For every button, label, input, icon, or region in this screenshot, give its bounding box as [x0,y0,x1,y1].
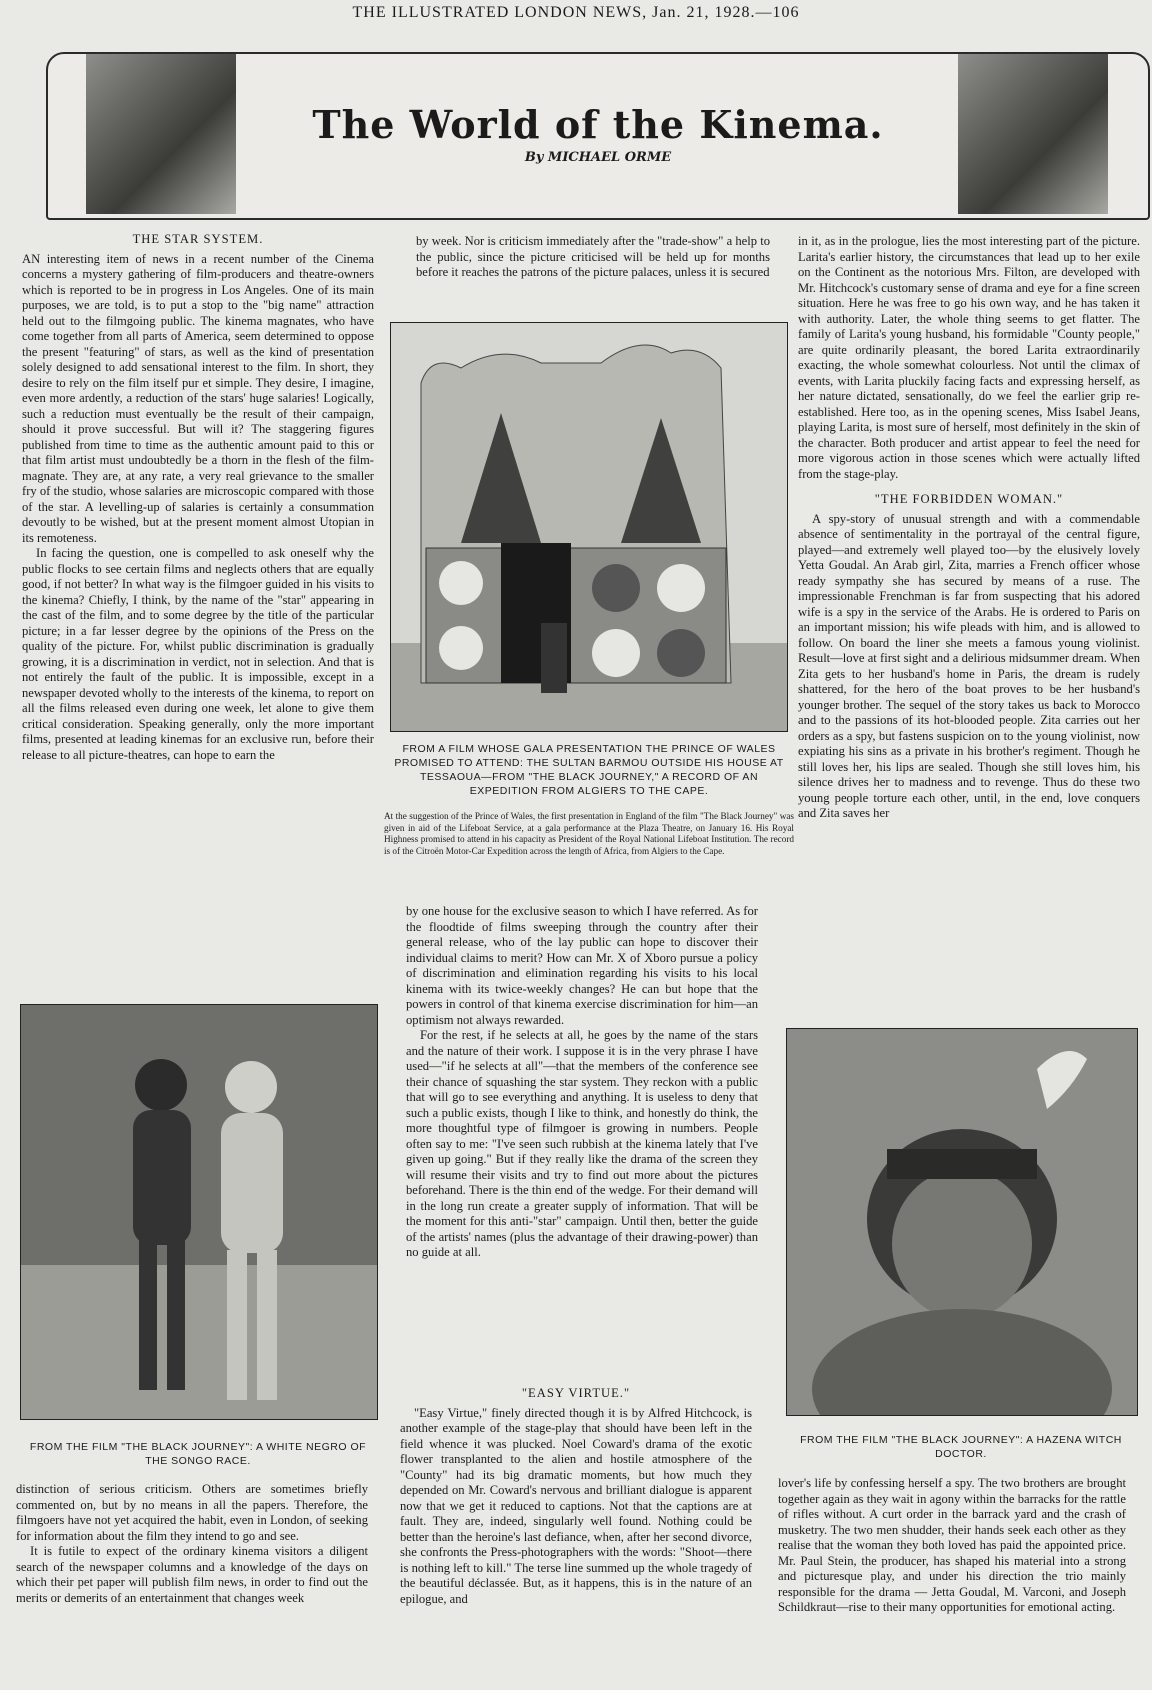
paragraph: in it, as in the prologue, lies the most interesting part of the picture. Larita's earlier history, the circumstances that lead up to her exile on the Continent as the notorious Mrs. Filton, are developed with Mr. Hitchcock's customary sense of drama and eye for a fine screen situation. Here he was free to go his own way, and he has taken it with authority. Later, the whole thing seems to get flatter. The family of Larita's young husband, his formidable "County people," are quite ordinarily pleasant, the bored Larita extraordinarily exacting, the whole somewhat colourless. Not until the climax of events, with Larita pluckily facing facts and expressing herself, as her nature dictated, sensationally, do we feel the earlier grip re-established. Here too, as in the opening scenes, Miss Isabel Jeans, playing Larita, is most sure of herself, most definitely in the skin of the character. Both producer and artist appear to feel the need for more vigorous action in those scenes which were actually lifted from the stage-play. [798,234,1140,481]
photo-white-negro [20,1004,378,1420]
paragraph: lover's life by confessing herself a spy. The two brothers are brought together again as they wait in agony within the barracks for the rattle of rifles without. A curt order in the barrack yard and the crash of musketry. The two men shudder, their hands seek each other as they realise that the woman they both loved has paid the appointed price. Mr. Paul Stein, the producer, has shaped his material into a strong and picturesque play, and under his direction the trio mainly responsible for the drama — Jetta Goudal, M. Varconi, and Joseph Schildkraut—rise to their many opportunities for emotional acting. [778,1476,1126,1614]
photo-witch-doctor [786,1028,1138,1416]
paragraph: AN interesting item of news in a recent number of the Cinema concerns a mystery gathering of film-producers and theatre-owners which is reported to be in progress in Los Angeles. One of its main purposes, we are told, is to put a stop to the "big name" attraction held out to the filmgoing public. The kinema magnates, who have come together from all parts of America, seem determined to oppose the present "featuring" of stars, as well as the kind of presentation solely designed to add sensational interest to the film. In short, they desire to rely on the film itself pur et simple. They desire, I imagine, even more ardently, a reduction of the stars' huge salaries! Logically, such a reduction must eventually be the result of their campaign, should it prove successful. But will it? The staggering figures published from time to time as the authentic amount paid to this or that film artist must undoubtedly be a thorn in the flesh of the film-magnate. They are, at any rate, a very real grievance to the smaller fry of the studio, whose salaries are microscopic compared with those of the star. A levelling-up of salaries is certainly a consummation devoutly to be wished, but at the present moment almost Utopian in its remoteness. [22,251,374,545]
paragraph: distinction of serious criticism. Others are sometimes briefly commented on, but by no means in all the papers. Therefore, the filmgoers have not yet acquired the habit, even in London, of seeking for information about the film they intend to go and see. [16,1482,368,1543]
boys-illustration [21,1005,377,1419]
photo-caption-sultan: FROM A FILM WHOSE GALA PRESENTATION THE PRINCE OF WALES PROMISED TO ATTEND: THE SULTAN BARMOU OUTSIDE HIS HOUSE AT TESSAOUA—FROM "THE BLACK JOURNEY," A RECORD OF AN EXPEDITION FROM ALGIERS TO THE CAPE. [394,743,784,797]
column-2-bottom [400,1386,752,1686]
section-heading-forbidden-woman: "THE FORBIDDEN WOMAN." [874,492,1064,506]
paragraph: It is futile to expect of the ordinary kinema visitors a diligent search of the newspaper columns and a knowledge of the days on which their pet paper will publish film news, in order to find out the merits or demerits of an entertainment that changes week [16,1544,368,1605]
masthead-banner [46,52,1150,220]
column-2-top [416,234,770,296]
photo-note-sultan: At the suggestion of the Prince of Wales, the first presentation in England of the film "The Black Journey" was given in aid of the Lifeboat Service, at a gala performance at the Plaza Theatre, on January 16. His Royal Highness promised to attend in his capacity as President of the Royal National Lifeboat Institution. The record is of the Citroën Motor-Car Expedition across the length of Africa, from Algiers to the Cape. [384,811,794,856]
paragraph: A spy-story of unusual strength and with a commendable absence of sentimentality in the portrayal of the central figure, played—and extremely well played too—by the elusively lovely Yetta Goudal. An Arab girl, Zita, marries a French officer whose ready sympathy she has secured by means of a ruse. The impressionable Frenchman is far from suspecting that his adored wife is a spy in the service of the Arabs. He is ordered to Paris on an important mission; his wife pleads with him, and is allowed to follow. On board the liner she meets a famous young violinist. Result—love at first sight and a delirious midsummer dream. When Zita gets to her husband's home in Paris, the dream is rudely shattered, for the hero of the boat proves to be her husband's younger brother. The sequel of the story takes us back to Morocco and to the passions of its hot-blooded people. Zita carries out her orders as a spy, but fastens suspicion on to the young violinist, now expiating his sins as a private in his brother's regiment. Though he still loves her, his lips are sealed. Though she still loves him, his silence drives her to madness and to revenge. Thus do these two young people torture each other, until, in the end, love conquers and Zita saves her [798,511,1140,820]
byline: By MICHAEL ORME [524,150,672,165]
column-1-top [22,232,374,977]
photo-caption-white-negro: FROM THE FILM "THE BLACK JOURNEY": A WHITE NEGRO OF THE SONGO RACE. [29,1441,367,1467]
paragraph: In facing the question, one is compelled to ask oneself why the public flocks to see certain films and neglects others that are equally good, if not better? In what way is the filmgoer guided in his visits to the kinema? Chiefly, I think, by the name of the "star" appearing in the cast of the film, and to some degree by the title of the particular picture; in a far lesser degree by the opinions of the Press on the quality of the picture. For, whilst public discrimination is gradually growing, it is a discrimination in verdict, not in selection. And that is not entirely the fault of the public. It is impossible, except in a newspaper devoted wholly to the interests of the kinema, to report on all the films released even during one week, let alone to give them critical consideration. Speaking generally, only the more important films, presented at leading kinemas for an exclusive run, before their release to all picture-theatres, can hope to earn the [22,546,374,762]
page-title: The World of the Kinema. [312,102,884,147]
paragraph: by week. Nor is criticism immediately after the "trade-show" a help to the public, since the picture criticised will be held up for months before it reaches the patrons of the picture palaces, unless it is secured [416,234,770,279]
column-2-middle [406,904,758,1384]
masthead-illustration-left [86,54,236,214]
masthead-illustration-right [958,54,1108,214]
column-3-top [798,234,1140,1004]
sultan-house-illustration [391,323,787,731]
photo-sultan-house [390,322,788,732]
running-head: THE ILLUSTRATED LONDON NEWS, Jan. 21, 1928.—106 [352,4,800,21]
witch-doctor-illustration [787,1029,1137,1415]
paragraph: For the rest, if he selects at all, he goes by the name of the stars and the nature of their work. I suppose it is in the very phrase I have used—"if he selects at all"—that the members of the conference see their chance of squashing the star system. They reckon with a public that will go to see everything and anything. It is useless to deny that such a public exists, though I like to think, and honestly do think, the more thoughtful type of filmgoer is growing in numbers. People often say to me: "I've seen such rubbish at the kinema lately that I've given up going." But if they really like the drama of the screen they will resume their visits and try to find out more about the pictures beforehand. There is the thin end of the wedge. For their demand will in the long run create a greater supply of information. That will be the moment for this anti-"star" campaign. Until then, better the guide of the artists' names (plus the advantage of their drawing-power) than no guide at all. [406,1028,758,1259]
section-heading-star-system: THE STAR SYSTEM. [132,232,264,246]
column-1-bottom [16,1482,368,1686]
paragraph: "Easy Virtue," finely directed though it is by Alfred Hitchcock, is another example of the stage-play that should have been left in the field whence it was plucked. Noel Coward's drama of the exotic flower transplanted to the alien and hostile atmosphere of the "County" had its big dramatic moments, but how much they depended on Mr. Coward's nervous and brilliant dialogue is apparent now that we get it reduced to captions. Not that the captions are at fault. They are, indeed, singularly well found. Nothing could be better than the heroine's last defiance, when, after her second divorce, she confronts the Press-photographers with the words: "Shoot—there is nothing left to kill." The terse line summed up the whole tragedy of the beautiful déclassée. But, as it happens, this is in the nature of an epilogue, and [400,1405,752,1606]
section-heading-easy-virtue: "EASY VIRTUE." [521,1386,631,1400]
column-3-bottom [778,1476,1126,1686]
paragraph: by one house for the exclusive season to which I have referred. As for the floodtide of films sweeping through the country after their general release, who of the lay public can hope to discover their individual claims to merit? How can Mr. X of Xboro pursue a policy of discrimination and elimination regarding his visits to his local kinema with its twice-weekly changes? He can but hope that the powers in control of that kinema exercise discrimination for him—an optimism not always rewarded. [406,904,758,1027]
photo-caption-witch-doctor: FROM THE FILM "THE BLACK JOURNEY": A HAZENA WITCH DOCTOR. [800,1434,1122,1460]
